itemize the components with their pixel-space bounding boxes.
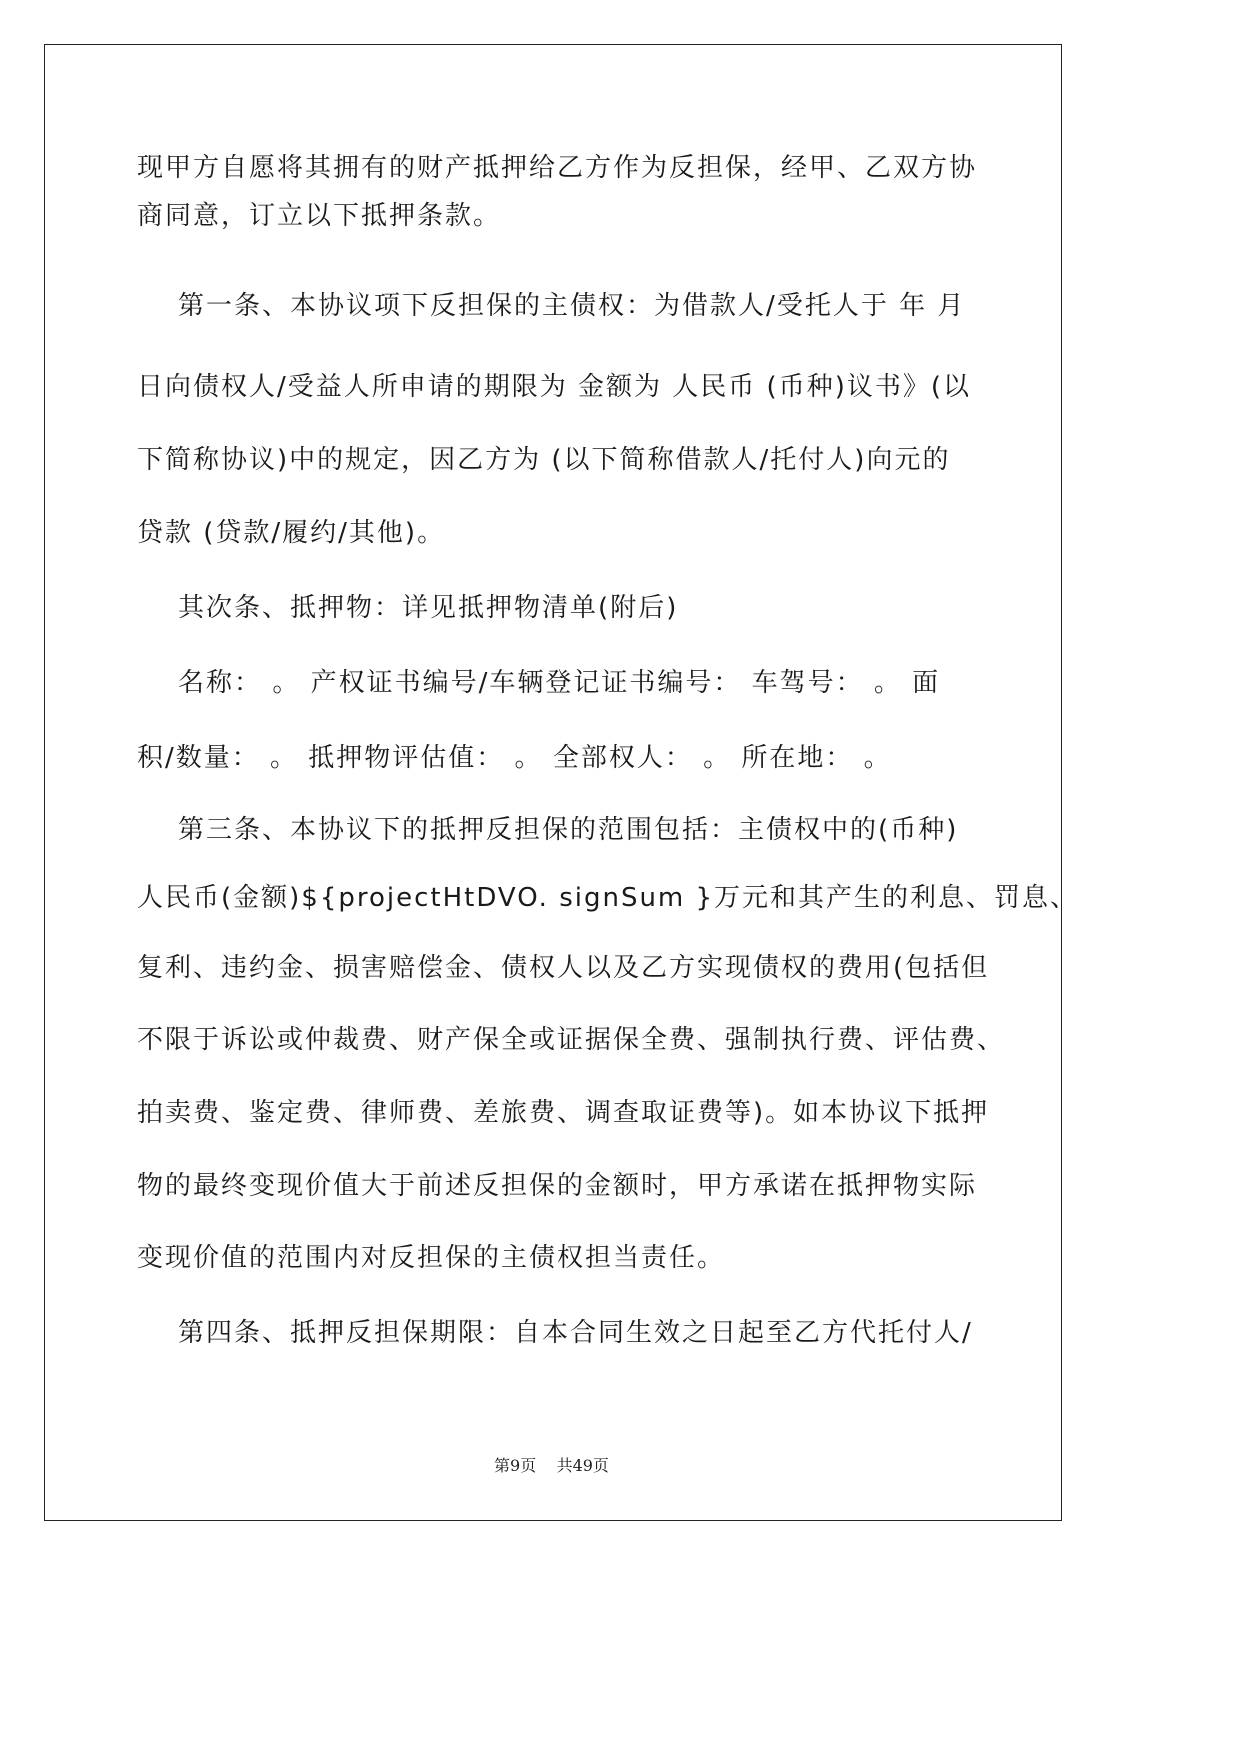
text-line: 现甲方自愿将其拥有的财产抵押给乙方作为反担保，经甲、乙双方协 [137,153,978,183]
text-line: 其次条、抵押物：详见抵押物清单(附后) [137,593,679,623]
text-line: 第一条、本协议项下反担保的主债权：为借款人/受托人于 年 月 [137,291,966,321]
text-line: 贷款 (贷款/履约/其他)。 [137,518,446,548]
page-footer [0,1453,1103,1476]
page-number: 第9页 共49页 [494,1456,609,1475]
text-line: 名称： 。 产权证书编号/车辆登记证书编号： 车驾号： 。 面 [137,668,941,698]
text-line: 下简称协议)中的规定，因乙方为 (以下简称借款人/托付人)向元的 [137,445,951,475]
text-line: 人民币(金额)${projectHtDVO. signSum }万元和其产生的利息、罚息、 [137,883,1079,913]
text-line: 物的最终变现价值大于前述反担保的金额时，甲方承诺在抵押物实际 [137,1171,978,1201]
text-line: 不限于诉讼或仲裁费、财产保全或证据保全费、强制执行费、评估费、 [137,1025,1006,1055]
text-line: 商同意，订立以下抵押条款。 [137,201,502,231]
text-line: 第四条、抵押反担保期限：自本合同生效之日起至乙方代托付人/ [137,1318,973,1348]
text-line: 拍卖费、鉴定费、律师费、差旅费、调查取证费等)。如本协议下抵押 [137,1098,990,1128]
text-line: 日向债权人/受益人所申请的期限为 金额为 人民币 (币种)议书》(以 [137,372,971,402]
page-border [44,44,1062,1521]
text-line: 积/数量： 。 抵押物评估值： 。 全部权人： 。 所在地： 。 [137,743,892,773]
text-line: 复利、违约金、损害赔偿金、债权人以及乙方实现债权的费用(包括但 [137,953,990,983]
text-line: 第三条、本协议下的抵押反担保的范围包括：主债权中的(币种) [137,815,959,845]
text-line: 变现价值的范围内对反担保的主债权担当责任。 [137,1243,726,1273]
